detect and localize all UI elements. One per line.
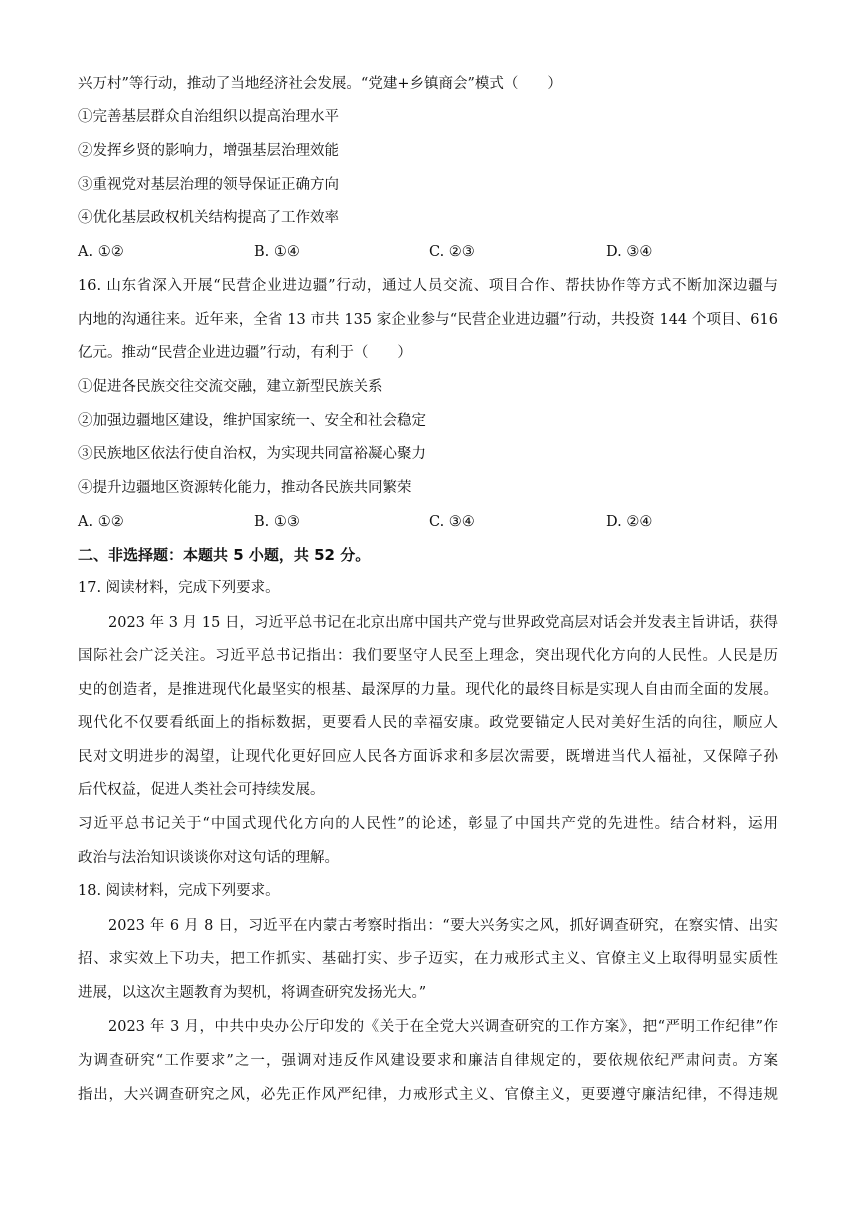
q17-stem: 17. 阅读材料，完成下列要求。 bbox=[78, 580, 280, 596]
q18-material1-line-3: 进展，以这次主题教育为契机，将调查研究发扬光大。” bbox=[78, 985, 427, 1001]
q17-material-line-1: 2023 年 3 月 15 日，习近平总书记在北京出席中国共产党与世界政党高层对话会并发表主旨讲话，获得 bbox=[108, 615, 778, 631]
q17-question-line-1: 习近平总书记关于“中国式现代化方向的人民性”的论述，彰显了中国共产党的先进性。结合材料，运用 bbox=[78, 816, 778, 832]
q15-item-2: ②发挥乡贤的影响力，增强基层治理效能 bbox=[78, 143, 339, 159]
q16-option-a[interactable]: A. ①② bbox=[78, 514, 124, 530]
q15-options bbox=[78, 242, 718, 262]
q16-options bbox=[78, 512, 718, 532]
q15-item-3: ③重视党对基层治理的领导保证正确方向 bbox=[78, 177, 339, 193]
q17-material-line-2: 国际社会广泛关注。习近平总书记指出：我们要坚守人民至上理念，突出现代化方向的人民性。人民是历 bbox=[78, 648, 778, 664]
q15-stem-tail: 兴万村”等行动，推动了当地经济社会发展。“党建+乡镇商会”模式（ ） bbox=[78, 76, 562, 92]
q15-option-b[interactable]: B. ①④ bbox=[254, 244, 300, 260]
q16-item-3: ③民族地区依法行使自治权，为实现共同富裕凝心聚力 bbox=[78, 446, 426, 462]
q16-item-2: ②加强边疆地区建设，维护国家统一、安全和社会稳定 bbox=[78, 413, 426, 429]
q15-option-a[interactable]: A. ①② bbox=[78, 244, 124, 260]
section-heading: 二、非选择题：本题共 5 小题，共 52 分。 bbox=[78, 546, 371, 564]
q18-stem: 18. 阅读材料，完成下列要求。 bbox=[78, 883, 280, 899]
q18-material2-line-1: 2023 年 3 月，中共中央办公厅印发的《关于在全党大兴调查研究的工作方案》，把“严明工作纪律”作 bbox=[108, 1019, 778, 1035]
q16-stem-line-2: 内地的沟通往来。近年来，全省 13 市共 135 家企业参与“民营企业进边疆”行动，共投资 144 个项目、616 bbox=[78, 312, 778, 328]
q17-material-line-5: 民对文明进步的渴望，让现代化更好回应人民各方面诉求和多层次需要，既增进当代人福祉，又保障子孙 bbox=[78, 749, 778, 765]
q16-item-4: ④提升边疆地区资源转化能力，推动各民族共同繁荣 bbox=[78, 480, 412, 496]
q15-option-d[interactable]: D. ③④ bbox=[606, 244, 653, 260]
q18-material2-line-2: 为调查研究“工作要求”之一，强调对违反作风建设要求和廉洁自律规定的，要依规依纪严肃问责。方案 bbox=[78, 1053, 778, 1069]
q16-stem-line-3: 亿元。推动“民营企业进边疆”行动，有利于（ ） bbox=[78, 345, 412, 361]
q16-item-1: ①促进各民族交往交流交融，建立新型民族关系 bbox=[78, 379, 383, 395]
q18-material1-line-2: 招、求实效上下功夫，把工作抓实、基础打实、步子迈实，在力戒形式主义、官僚主义上取得明显实质性 bbox=[78, 951, 778, 967]
q16-stem-line-1: 16. 山东省深入开展“民营企业进边疆”行动，通过人员交流、项目合作、帮扶协作等方式不断加深边疆与 bbox=[78, 278, 778, 294]
q15-option-c[interactable]: C. ②③ bbox=[429, 244, 475, 260]
q18-material2-line-3: 指出，大兴调查研究之风，必先正作风严纪律，力戒形式主义、官僚主义，更要遵守廉洁纪律，不得违规 bbox=[78, 1087, 778, 1103]
q15-item-1: ①完善基层群众自治组织以提高治理水平 bbox=[78, 109, 339, 125]
q16-option-d[interactable]: D. ②④ bbox=[606, 514, 653, 530]
q17-material-line-6: 后代权益，促进人类社会可持续发展。 bbox=[78, 782, 325, 798]
q18-material1-line-1: 2023 年 6 月 8 日，习近平在内蒙古考察时指出：“要大兴务实之风，抓好调查研究，在察实情、出实 bbox=[108, 918, 778, 934]
q17-material-line-3: 史的创造者，是推进现代化最坚实的根基、最深厚的力量。现代化的最终目标是实现人自由而全面的发展。 bbox=[78, 682, 778, 698]
q16-option-b[interactable]: B. ①③ bbox=[254, 514, 300, 530]
q17-question-line-2: 政治与法治知识谈谈你对这句话的理解。 bbox=[78, 850, 339, 866]
q16-option-c[interactable]: C. ③④ bbox=[429, 514, 475, 530]
q17-material-line-4: 现代化不仅要看纸面上的指标数据，更要看人民的幸福安康。政党要锚定人民对美好生活的向往，顺应人 bbox=[78, 715, 778, 731]
q15-item-4: ④优化基层政权机关结构提高了工作效率 bbox=[78, 210, 339, 226]
